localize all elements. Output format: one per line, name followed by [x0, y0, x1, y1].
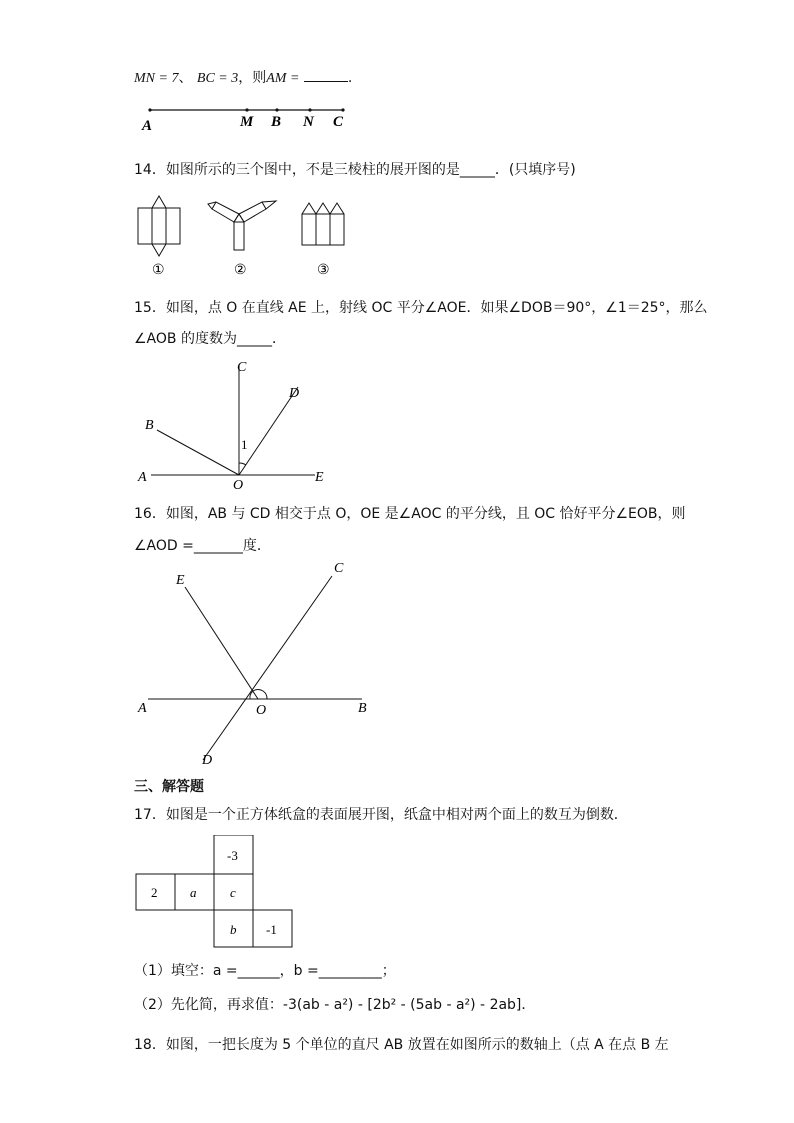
- q17-cube-net: [134, 835, 299, 955]
- q14-text: 14．如图所示的三个图中，不是三棱柱的展开图的是_____．(只填序号): [134, 162, 576, 178]
- q15-angle-figure: [135, 355, 345, 495]
- q17-part1: （1）填空：a =______，b =_________；: [134, 963, 396, 979]
- label-a: A: [142, 118, 153, 134]
- label-c: C: [237, 360, 247, 375]
- point-c: [341, 108, 344, 111]
- cell-r2c4-value: -1: [266, 922, 277, 937]
- cell-r1c3-value: c: [230, 885, 236, 900]
- label-e: E: [315, 470, 324, 485]
- point-m: [245, 108, 248, 111]
- cell-r1c1-value: 2: [151, 885, 158, 900]
- q16-text-line2: ∠AOD =_______度．: [134, 538, 271, 554]
- section-heading: 三、解答题: [134, 779, 204, 795]
- figure-label-1: ①: [152, 263, 165, 278]
- label-o: O: [256, 703, 267, 718]
- label-d: D: [289, 386, 300, 401]
- label-a: A: [138, 701, 147, 716]
- label-a: A: [138, 470, 147, 485]
- q16-text-line1: 16．如图，AB 与 CD 相交于点 O，OE 是∠AOC 的平分线，且 OC 恰好平分∠EOB，则: [134, 506, 686, 522]
- q13-condition: MN = 7、 BC = 3，则AM = .: [134, 67, 352, 88]
- angle-1-arc: [239, 463, 246, 465]
- ray-oe: [185, 587, 258, 699]
- answer-blank: [304, 67, 348, 82]
- label-d: D: [202, 753, 213, 768]
- figure-label-2: ②: [234, 263, 247, 278]
- figure-label-3: ③: [317, 263, 330, 278]
- q14-figures: [130, 192, 360, 282]
- line-cd: [203, 576, 332, 760]
- angle-arc-2: [253, 689, 263, 691]
- label-b: B: [145, 418, 154, 433]
- net-figure-1: [138, 196, 180, 256]
- q15-text-line2: ∠AOB 的度数为_____．: [134, 331, 286, 347]
- net-figure-2: [208, 201, 276, 250]
- q16-angle-figure: [130, 560, 390, 770]
- q17-text: 17．如图是一个正方体纸盒的表面展开图，纸盒中相对两个面上的数互为倒数．: [134, 807, 628, 823]
- label-e: E: [176, 573, 185, 588]
- point-b: [275, 108, 278, 111]
- label-c: C: [334, 561, 344, 576]
- label-angle-1: 1: [241, 437, 248, 452]
- label-o: O: [233, 478, 244, 493]
- point-n: [308, 108, 311, 111]
- cell-top-value: -3: [227, 848, 238, 863]
- net-figure-3: [302, 203, 344, 245]
- q15-text-line1: 15．如图，点 O 在直线 AE 上，射线 OC 平分∠AOE．如果∠DOB＝90°，∠1＝25°，那么: [134, 300, 708, 316]
- cell-r2c3-value: b: [230, 922, 237, 937]
- cell-r1c2-value: a: [190, 885, 197, 900]
- label-b: B: [358, 701, 367, 716]
- point-a: [148, 108, 151, 111]
- q18-text: 18．如图，一把长度为 5 个单位的直尺 AB 放置在如图所示的数轴上（点 A 在点 B 左: [134, 1037, 669, 1053]
- label-c: C: [333, 114, 344, 130]
- angle-arc-3: [263, 691, 267, 699]
- q17-part2: （2）先化简，再求值：-3(ab - a²) - [2b² - (5ab - a²) - 2ab]．: [134, 997, 536, 1013]
- ray-ob: [157, 430, 239, 475]
- label-b: B: [271, 114, 282, 130]
- label-n: N: [303, 114, 314, 130]
- label-m: M: [240, 114, 254, 130]
- q13-number-line-figure: [130, 98, 370, 134]
